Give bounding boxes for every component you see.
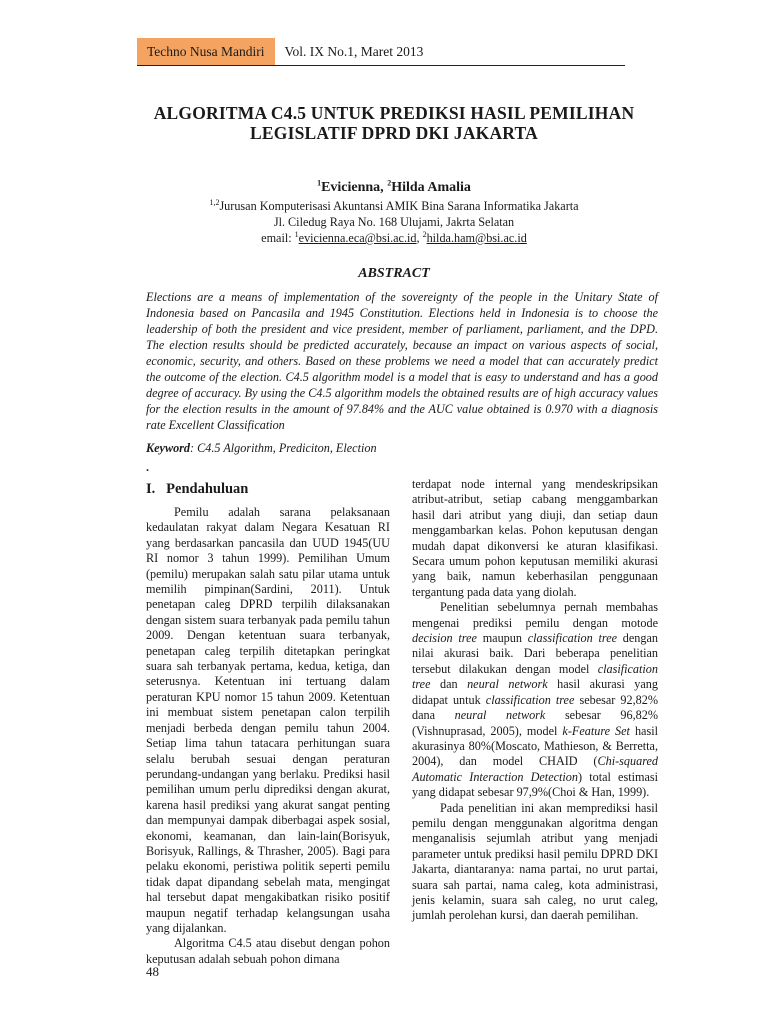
left-paragraph-2: Algoritma C4.5 atau disebut dengan pohon keputusan adalah sebuah pohon dimana [146,936,390,966]
right-paragraph-1: terdapat node internal yang mendeskripsikan atribut-atribut, setiap cabang menggambarkan hasil dari atribut yang diuji, dan setiap daun menggambarkan kelas. Pohon keputusan dengan mudah dapat dikonversi ke aturan klasifikasi. Secara umum pohon keputusan memiliki akurasi yang baik, namun keberhasilan penggunaan tergantung pada data yang diolah. [412,477,658,599]
page-number: 48 [146,964,159,979]
p2-text-8: hasil akurasinya 80%(Moscato, Mathieson, & Berretta, 2004), dan model CHAID ( [412,723,658,769]
p2-term-classification-tree: classification tree [527,631,618,646]
affiliation [120,198,668,246]
journal-issue: Vol. IX No.1, Maret 2013 [275,38,625,66]
p2-text-6: sebesar 92,82% dana [412,692,658,723]
p2-term-neural-network: neural network [467,677,548,692]
p2-text-2: maupun [476,631,528,646]
p2-term-neural-network-2: neural network [454,708,546,723]
p2-term-classification-tree-2: classification tree [485,692,575,707]
right-column [412,477,658,924]
email-separator: , [416,231,423,245]
author-list [120,180,668,196]
p2-term-k-feature-set: k-Feature Set [562,723,630,738]
abstract-heading: ABSTRACT [358,266,430,281]
stray-dot: . [146,460,149,474]
journal-name: Techno Nusa Mandiri [137,38,275,66]
email-1-marker: 1 [294,229,299,239]
keyword-line [146,441,377,456]
affiliation-department [120,198,668,214]
p2-text-1: Penelitian sebelumnya pernah membahas mengenai prediksi pemilu dengan motode [412,600,658,630]
right-paragraph-2 [412,600,658,800]
department-text: Jurusan Komputerisasi Akuntansi AMIK Bina Sarana Informatika Jakarta [219,199,579,213]
affiliation-address: Jl. Ciledug Raya No. 168 Ulujami, Jakrta Selatan [273,215,515,229]
p2-text-9: ) total estimasi yang didapat sebesar 97,9%(Choi & Han, 1999). [412,769,658,800]
paper-title [120,103,668,143]
author-2-marker: 2 [387,178,392,188]
right-paragraph-3: Pada penelitian ini akan memprediksi hasil pemilu dengan menggunakan algoritma dengan menganalisis sejumlah atribut yang menjadi parameter untuk prediksi hasil pemilu DPRD DKI Jakarta, diantaranya: nama partai, no urut partai, suara sah partai, nama caleg, kota administrasi, jenis kelamin, suara sah caleg, no urut caleg, jumlah perolehan kursi, dan daerah pemilihan. [412,800,658,923]
email-2-marker: 2 [422,229,427,239]
keyword-separator: : [190,441,198,455]
paper-title-line-1: ALGORITMA C4.5 UNTUK PREDIKSI HASIL PEMILIHAN [153,103,635,123]
author-1-marker: 1 [317,178,322,188]
email-1-link[interactable]: evicienna.eca@bsi.ac.id [298,231,417,245]
keyword-values: C4.5 Algorithm, Prediciton, Election [197,441,377,455]
paper-title-line-2: LEGISLATIF DPRD DKI JAKARTA [250,123,538,143]
section-heading [146,481,248,498]
keyword-label: Keyword [146,441,191,455]
page-header [137,38,625,66]
affiliation-marker: 1,2 [209,197,220,207]
p2-text-7: sebesar 96,82%(Vishnuprasad, 2005), model [412,708,658,738]
p2-term-clasification-tree: clasification tree [412,661,658,692]
p2-term-chaid: Chi-squared Automatic Interaction Detection [412,754,658,784]
email-label: email: [261,231,295,245]
p2-text-3: dengan nilai akurasi baik. Dari beberapa penelitian tersebut dilakukan dengan model [412,631,658,676]
p2-term-decision-tree: decision tree [412,631,477,646]
p2-text-5: hasil akurasi yang didapat untuk [412,677,658,707]
left-paragraph-1: Pemilu adalah sarana pelaksanaan kedaulatan rakyat dalam Negara Kesatuan RI yang berdasarkan pancasila dan UUD 1945(UU RI nomor 3 tahun 1999). Pemilihan Umum (pemilu) merupakan salah satu pilar utama untuk memilih pimpinan(Sardini, 2011). Untuk penetapan caleg DPRD terpilih dilaksanakan dengan sistem suara terbanyak pada pemilu tahun 2009. Dengan ketentuan suara terbanyak, penetapan caleg terpilih ditetapkan peringkat suara sah terbanyak pertama, kedua, ketiga, dan seterusnya. Ketentuan ini tertuang dalam peraturan KPU nomor 15 tahun 2009. Ketentuan ini membuat sistem penetapan calon terpilih menjadi berbeda dengan pemilu tahun 2004. Setiap lima tahun tatacara perhitungan suara selalu berubah sesuai dengan peraturan perundang-undangan yang berlaku. Prediksi hasil pemilihan umum perlu diprediksi dengan akurat, karena hasil prediksi yang akurat sangat penting dan mempunyai dampak diberbagai aspek sosial, ekonomi, keamanan, dan lain-lain(Borisyuk, Borisyuk, Rallings, & Thrasher, 2005). Bagi para pelaku ekonomi, peristiwa politik seperti pemilu tidak dapat dipandang sebelah mata, mengingat hal tersebut dapat mengakibatkan risiko positif maupun negatif terhadap kelangsungan usaha yang dijalankan. [146,505,390,935]
section-number: I. [146,481,156,497]
left-column [146,505,390,967]
affiliation-email [120,230,668,246]
author-1: Evicienna, [321,180,388,195]
author-2: Hilda Amalia [391,180,471,195]
p2-text-4: dan [430,677,468,692]
section-title: Pendahuluan [166,481,249,497]
email-2-link[interactable]: hilda.ham@bsi.ac.id [426,231,527,245]
abstract-body: Elections are a means of implementation of the sovereignty of the people in the Unitary State of Indonesia based on Pancasila and 1945 Constitution. Elections held in Indonesia is to choose the leadership of both the president and vice president, member of parliament, parliament, and the DPD. The election results should be predicted accurately, because an impact on various aspects of social, economic, security, and others. Based on these problems we need a model that can accurately predict the outcome of the election. C4.5 algorithm model is a model that is easy to understand and has a good degree of accuracy. By using the C4.5 algorithm models the obtained results are of high accuracy values for the election results in the amount of 97.84% and the AUC value obtained is 0.970 with a diagnosis rate Excellent Classification [146,290,658,432]
